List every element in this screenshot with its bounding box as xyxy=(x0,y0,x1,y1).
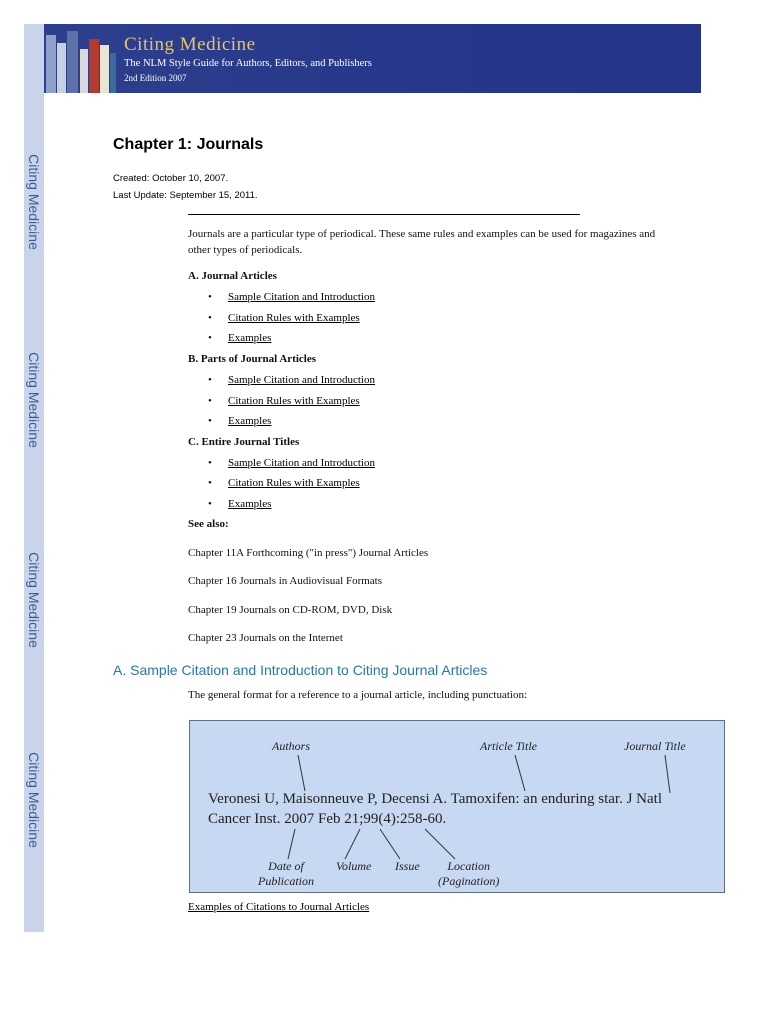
leader-line-authors xyxy=(298,755,305,791)
label-authors: Authors xyxy=(272,739,311,753)
header-banner xyxy=(44,24,701,93)
sidebar-label: Citing Medicine xyxy=(26,552,42,648)
see-also-item: Chapter 19 Journals on CD-ROM, DVD, Disk xyxy=(188,604,393,616)
leader-line-issue xyxy=(380,829,400,859)
banner-edition: 2nd Edition 2007 xyxy=(124,73,187,83)
list-item: • Examples xyxy=(208,415,272,427)
banner-title: Citing Medicine xyxy=(124,34,256,55)
list-item: • Examples xyxy=(208,332,272,344)
link-examples-c[interactable]: Examples xyxy=(228,498,272,510)
link-examples-a[interactable]: Examples xyxy=(228,332,272,344)
list-item: • Citation Rules with Examples xyxy=(208,477,360,489)
leader-line-article-title xyxy=(515,755,525,791)
examples-of-citations-link[interactable]: Examples of Citations to Journal Articles xyxy=(188,901,370,913)
see-also-item: Chapter 16 Journals in Audiovisual Formats xyxy=(188,575,383,587)
leader-line-location xyxy=(425,829,455,859)
section-heading-parts-of-articles: B. Parts of Journal Articles xyxy=(188,353,317,365)
list-item: • Sample Citation and Introduction xyxy=(208,457,375,469)
link-citation-rules-c[interactable]: Citation Rules with Examples xyxy=(228,477,360,489)
sidebar-label: Citing Medicine xyxy=(26,154,42,250)
list-item: • Sample Citation and Introduction xyxy=(208,374,375,386)
divider xyxy=(188,214,580,215)
sidebar-label: Citing Medicine xyxy=(26,352,42,448)
label-volume: Volume xyxy=(336,859,372,873)
leader-line-date xyxy=(288,829,295,859)
label-issue: Issue xyxy=(395,859,420,873)
created-date: Created: October 10, 2007. xyxy=(113,173,229,184)
section-heading-entire-journal-titles: C. Entire Journal Titles xyxy=(188,436,300,448)
link-citation-rules-a[interactable]: Citation Rules with Examples xyxy=(228,312,360,324)
list-item: • Citation Rules with Examples xyxy=(208,395,360,407)
label-date-of-publication: Date of Publication xyxy=(258,859,314,888)
link-sample-citation-a[interactable]: Sample Citation and Introduction xyxy=(228,291,375,303)
chapter-title: Chapter 1: Journals xyxy=(113,136,264,153)
see-also-heading: See also: xyxy=(188,518,229,530)
intro-paragraph: Journals are a particular type of periodical. These same rules and examples can be used for magazines and other types of periodicals. xyxy=(188,228,656,256)
general-format-text: The general format for a reference to a journal article, including punctuation: xyxy=(188,689,528,701)
list-item: • Citation Rules with Examples xyxy=(208,312,360,324)
label-journal-title: Journal Title xyxy=(624,739,686,753)
section-a-heading: A. Sample Citation and Introduction to Citing Journal Articles xyxy=(113,662,488,678)
link-sample-citation-b[interactable]: Sample Citation and Introduction xyxy=(228,374,375,386)
sample-citation: Veronesi U, Maisonneuve P, Decensi A. Tamoxifen: an enduring star. J Natl Cancer Inst. 2007 Feb 21;99(4):258-60. xyxy=(208,791,663,827)
link-examples-b[interactable]: Examples xyxy=(228,415,272,427)
see-also-item: Chapter 11A Forthcoming ("in press") Journal Articles xyxy=(188,547,429,559)
last-update-date: Last Update: September 15, 2011. xyxy=(113,190,258,201)
link-citation-rules-b[interactable]: Citation Rules with Examples xyxy=(228,395,360,407)
leader-line-journal-title xyxy=(665,755,670,793)
sidebar-label: Citing Medicine xyxy=(26,752,42,848)
see-also-item: Chapter 23 Journals on the Internet xyxy=(188,632,343,644)
list-item: • Examples xyxy=(208,498,272,510)
citation-diagram xyxy=(189,720,725,893)
label-article-title: Article Title xyxy=(480,739,537,753)
link-sample-citation-c[interactable]: Sample Citation and Introduction xyxy=(228,457,375,469)
sidebar xyxy=(24,24,44,932)
books-logo-image xyxy=(44,24,116,93)
section-heading-journal-articles: A. Journal Articles xyxy=(188,270,277,282)
leader-line-volume xyxy=(345,829,360,859)
label-location: Location (Pagination) xyxy=(438,859,500,888)
list-item: • Sample Citation and Introduction xyxy=(208,291,375,303)
banner-subtitle: The NLM Style Guide for Authors, Editors, and Publishers xyxy=(124,58,372,69)
